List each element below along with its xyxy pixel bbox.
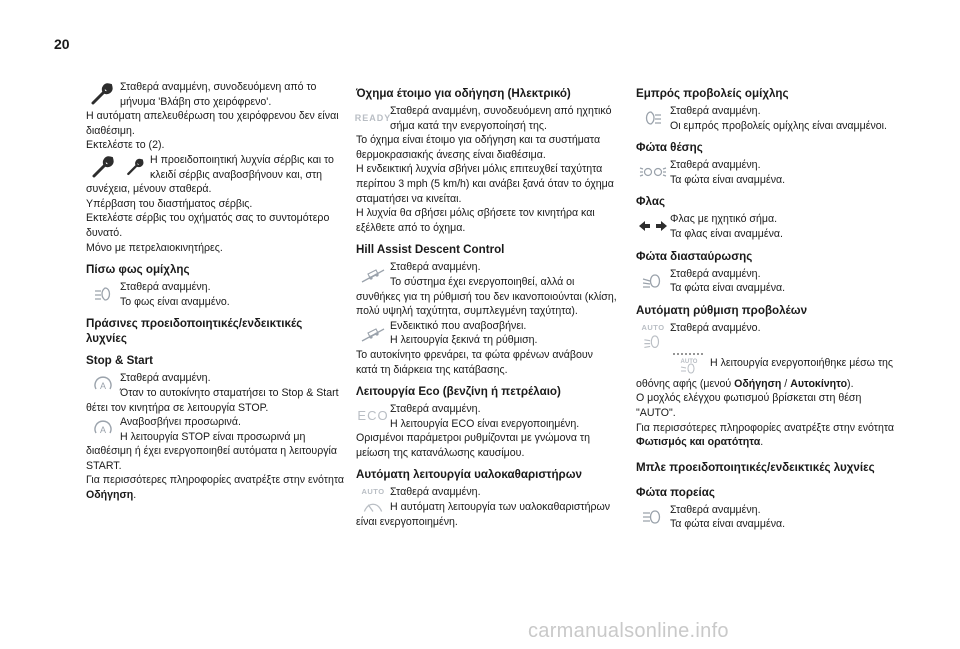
front-fog-light-icon (636, 104, 670, 132)
text-line: οθόνης αφής (μενού Οδήγηση / Αυτοκίνητο). (636, 377, 854, 390)
text-line: Σταθερά αναμμένο. (670, 321, 761, 334)
text-line: συνθήκες για τη ρύθμισή του δεν ικανοποιούνται (κλίση, (356, 290, 617, 303)
text-line: Η λειτουργία ξεκινά τη ρύθμιση. (390, 334, 538, 347)
text-line: Τα φλας είναι αναμμένα. (670, 227, 783, 240)
text-line: Σταθερά αναμμένη. (390, 261, 481, 274)
service-icons (86, 153, 150, 181)
text-line: Η αυτόματη λειτουργία των υαλοκαθαριστήρων (390, 501, 611, 514)
text-line: εξέλθετε από το όχημα. (356, 221, 466, 234)
text-line: Σταθερά αναμμένη. (390, 403, 481, 416)
text-line: Μόνο με πετρελαιοκινητήρες. (86, 241, 223, 254)
position-lights-icon (636, 158, 670, 186)
stop-start-icon (86, 415, 120, 443)
text-line: Η λειτουργία ECO είναι ενεργοποιημένη. (390, 417, 580, 430)
indicator-turn-signals (636, 212, 896, 241)
text-line: Σταθερά αναμμένη. (120, 281, 211, 294)
indicator-service (86, 153, 346, 182)
dipped-beam-icon (636, 267, 670, 295)
text-line: Για περισσότερες πληροφορίες ανατρέξτε στην ενότητα (86, 474, 344, 487)
text-line: Το φως είναι αναμμένο. (120, 295, 230, 308)
text-line: Σταθερά αναμμένη. (670, 267, 761, 280)
text-line: διαθέσιμη. (86, 124, 135, 137)
indicator-stop-start (86, 371, 346, 400)
text-line: σταματήσει να κινείται. (356, 192, 462, 205)
heading-hill-descent: Hill Assist Descent Control (356, 243, 505, 257)
text-line: Ενδεικτικό που αναβοσβήνει. (390, 319, 527, 332)
indicator-stop-start-flashing (86, 415, 346, 444)
text-line: START. (86, 459, 122, 472)
text-line: μήνυμα 'Βλάβη στο χειρόφρενο'. (120, 95, 272, 108)
text-line: Σταθερά αναμμένη. (670, 105, 761, 117)
ready-icon (356, 104, 390, 132)
rear-fog-light-icon (86, 280, 120, 308)
text-line: Εκτελέστε το (2). (86, 139, 165, 152)
indicator-main-beam (636, 503, 896, 532)
text-line: Η ενδεικτική λυχνία σβήνει μόλις επιτευχθεί ταχύτητα (356, 163, 603, 176)
text-line: συνέχεια, μένουν σταθερά. (86, 183, 212, 196)
text-line: Εκτελέστε σέρβις του οχήματός σας το συντομότερο (86, 212, 330, 225)
hill-descent-icon (356, 260, 390, 288)
heading-green-indicators: Πράσινες προειδοποιητικές/ενδεικτικές λυχνίες (86, 317, 303, 346)
text-line: Το σύστημα έχει ενεργοποιηθεί, αλλά οι (390, 275, 575, 288)
svg-text:AUTO: AUTO (680, 358, 698, 365)
text-line: Σταθερά αναμμένη. (390, 486, 481, 499)
text-line: Οι εμπρός προβολείς ομίχλης είναι αναμμένοι. (670, 119, 887, 132)
indicator-dipped-beam (636, 267, 896, 296)
text-line: Για περισσότερες πληροφορίες ανατρέξτε στην ενότητα (636, 421, 894, 434)
text-line: Σταθερά αναμμένη. (670, 503, 761, 516)
text-line: κλειδί σέρβις αναβοσβήνουν και, στη (150, 168, 323, 181)
stop-start-icon (86, 371, 120, 399)
text-line: δυνατό. (86, 226, 123, 239)
text-line: μείωση της κατανάλωσης καυσίμου. (356, 446, 525, 459)
svg-text:A: A (99, 381, 107, 392)
text-line: Σταθερά αναμμένη. (120, 372, 211, 385)
indicator-front-fog (636, 104, 896, 133)
text-line: Ορισμένοι παράμετροι ρυθμίζονται με γνώμονα τη (356, 432, 590, 445)
heading-stop-start: Stop & Start (86, 354, 153, 368)
text-line: Όταν το αυτοκίνητο σταματήσει το Stop & Start (120, 386, 339, 399)
heading-blue-indicators: Μπλε προειδοποιητικές/ενδεικτικές λυχνίες (636, 460, 875, 474)
column-right (636, 80, 896, 532)
main-beam-icon (636, 503, 670, 531)
text-line: Οδήγηση. (86, 489, 137, 502)
eco-label: ECO (357, 407, 389, 423)
auto-wiper-icon (356, 485, 390, 513)
text-line: Σταθερά αναμμένη. (670, 159, 761, 172)
heading-main-beam: Φώτα πορείας (636, 485, 715, 499)
indicator-auto-headlamps-touch (636, 349, 896, 377)
text-line: Φλας με ηχητικό σήμα. (670, 213, 778, 226)
heading-auto-headlamps: Αυτόματη ρύθμιση προβολέων (636, 303, 808, 317)
heading-rear-fog: Πίσω φως ομίχλης (86, 263, 190, 277)
indicator-parking-brake-fault (86, 80, 346, 109)
column-left (86, 80, 346, 503)
text-line: Τα φώτα είναι αναμμένα. (670, 518, 786, 531)
text-line: Η λειτουργία STOP είναι προσωρινά μη (120, 430, 306, 443)
text-line: θερμοκρασιακής άνεσης είναι διαθέσιμα. (356, 148, 546, 161)
text-line: Αναβοσβήνει προσωρινά. (120, 416, 241, 429)
indicator-ready (356, 104, 618, 133)
svg-text:A: A (99, 425, 107, 436)
indicator-hill-descent-flashing (356, 319, 618, 348)
text-line: διαθέσιμη ή έχει ενεργοποιηθεί αυτόματα η λειτουργία (86, 445, 338, 458)
text-line: περίπου 3 mph (5 km/h) και ανάβει ξανά όταν το όχημα (356, 177, 614, 190)
column-middle (356, 80, 618, 529)
indicator-position-lights (636, 158, 896, 187)
text-line: Η λειτουργία ενεργοποιήθηκε μέσω της (710, 356, 894, 369)
indicator-auto-wipers (356, 485, 618, 514)
text-line: Υπέρβαση του διαστήματος σέρβις. (86, 197, 253, 210)
text-line: σήμα κατά την ενεργοποίησή της. (390, 119, 547, 132)
heading-ready: Όχημα έτοιμο για οδήγηση (Ηλεκτρικό) (356, 87, 571, 100)
text-line: Τα φώτα είναι αναμμένα. (670, 173, 786, 186)
heading-auto-wipers: Αυτόματη λειτουργία υαλοκαθαριστήρων (356, 468, 582, 482)
turn-signal-arrows-icon (636, 212, 670, 240)
auto-label: AUTO (361, 487, 385, 497)
text-line: θέτει τον κινητήρα σε λειτουργία STOP. (86, 401, 269, 414)
text-line: πολύ υψηλή ταχύτητα, συμπλεγμένη ταχύτητα). (356, 305, 578, 318)
wrench-icon (86, 80, 120, 108)
eco-icon (356, 402, 390, 430)
watermark: carmanualsonline.info (528, 620, 729, 642)
text-line: Το αυτοκίνητο φρενάρει, τα φώτα φρένων ανάβουν (356, 348, 593, 361)
hill-descent-icon (356, 319, 390, 347)
text-line: Το όχημα είναι έτοιμο για οδήγηση και τα συστήματα (356, 134, 601, 147)
text-line: "AUTO". (636, 406, 676, 419)
text-line: Ο μοχλός ελέγχου φωτισμού βρίσκεται στη θέση (636, 392, 862, 405)
text-line: Η λυχνία θα σβήσει μόλις σβήσετε τον κινητήρα και (356, 207, 595, 220)
text-line: Η αυτόματη απελευθέρωση του χειρόφρενου δεν είναι (86, 110, 339, 123)
indicator-hill-descent (356, 260, 618, 289)
auto-headlamp-icon (636, 321, 670, 349)
heading-dipped-beam: Φώτα διασταύρωσης (636, 249, 753, 263)
heading-eco: Λειτουργία Eco (βενζίνη ή πετρέλαιο) (356, 385, 561, 399)
link-section-driving[interactable]: Οδήγηση (86, 489, 134, 502)
heading-position-lights: Φώτα θέσης (636, 141, 703, 155)
text-line: Τα φώτα είναι αναμμένα. (670, 282, 786, 295)
text-line: Η προειδοποιητική λυχνία σέρβις και το (150, 153, 334, 166)
touchscreen-headlamp-icon (636, 349, 710, 377)
ready-label: READY (354, 112, 392, 123)
link-section-lighting[interactable]: Φωτισμός και ορατότητα (636, 436, 761, 449)
menu-vehicle[interactable]: Αυτοκίνητο (790, 377, 848, 390)
menu-driving[interactable]: Οδήγηση (734, 377, 782, 390)
text-line: Φωτισμός και ορατότητα. (636, 436, 764, 449)
indicator-auto-headlamps (636, 321, 896, 349)
wrench-icon (126, 157, 146, 177)
wrench-icon (91, 155, 117, 179)
text-line: κατά τη διάρκεια της κατάβασης. (356, 363, 508, 376)
indicator-rear-fog (86, 280, 346, 309)
heading-indicators: Φλας (636, 195, 665, 209)
auto-label: AUTO (641, 322, 665, 332)
text-line: Σταθερά αναμμένη, συνοδευόμενη από το (120, 81, 317, 93)
indicator-eco (356, 402, 618, 431)
text-line: είναι ενεργοποιημένη. (356, 515, 458, 528)
heading-front-fog: Εμπρός προβολείς ομίχλης (636, 87, 789, 100)
text-line: Σταθερά αναμμένη, συνοδευόμενη από ηχητικό (390, 105, 612, 117)
page-number: 20 (54, 36, 70, 52)
